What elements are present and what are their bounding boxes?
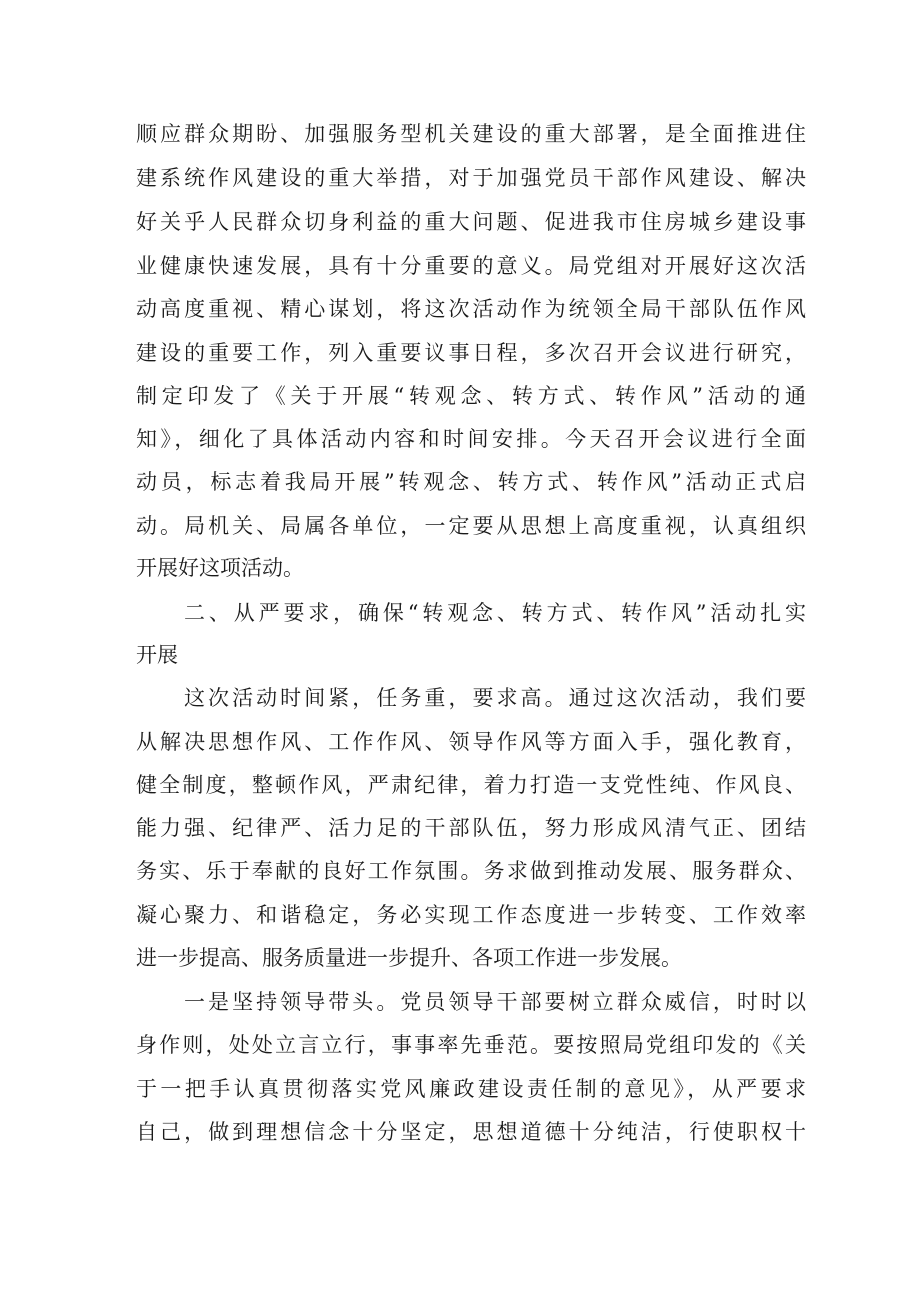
text-line: 开展好这项活动。 <box>136 556 304 580</box>
text-line: 动。局机关、局属各单位，一定要从思想上高度重视，认真组织 <box>136 514 806 538</box>
text-line: 进一步提高、服务质量进一步提升、各项工作进一步发展。 <box>136 946 682 970</box>
text-line: 健全制度，整顿作风，严肃纪律，着力打造一支党性纯、作风良、 <box>136 773 806 797</box>
text-line: 这次活动时间紧，任务重，要求高。通过这次活动，我们要 <box>184 686 806 710</box>
text-line: 好关乎人民群众切身利益的重大问题、促进我市住房城乡建设事 <box>136 210 806 234</box>
text-line: 建系统作风建设的重大举措，对于加强党员干部作风建设、解决 <box>136 166 806 190</box>
text-line: 动高度重视、精心谋划，将这次活动作为统领全局干部队伍作风 <box>136 297 806 321</box>
text-line: 从解决思想作风、工作作风、领导作风等方面入手，强化教育， <box>136 730 806 754</box>
text-line: 顺应群众期盼、加强服务型机关建设的重大部署，是全面推进住 <box>136 122 806 146</box>
text-line: 于一把手认真贯彻落实党风廉政建设责任制的意见》，从严要求 <box>136 1077 806 1101</box>
text-line: 身作则，处处立言立行，事事率先垂范。要按照局党组印发的《关 <box>136 1033 806 1057</box>
text-line: 务实、乐于奉献的良好工作氛围。务求做到推动发展、服务群众、 <box>136 859 806 883</box>
text-line: 一是坚持领导带头。党员领导干部要树立群众威信，时时以 <box>184 990 806 1014</box>
text-line: 凝心聚力、和谐稳定，务必实现工作态度进一步转变、工作效率 <box>136 903 806 927</box>
text-line: 知》，细化了具体活动内容和时间安排。今天召开会议进行全面 <box>136 427 806 451</box>
text-line: 制定印发了《关于开展“转观念、转方式、转作风”活动的通 <box>136 384 806 408</box>
text-line: 业健康快速发展，具有十分重要的意义。局党组对开展好这次活 <box>136 254 806 278</box>
text-line: 自己，做到理想信念十分坚定，思想道德十分纯洁，行使职权十 <box>136 1120 806 1144</box>
section-heading: 开展 <box>136 643 178 667</box>
section-heading: 二、从严要求，确保“转观念、转方式、转作风”活动扎实 <box>184 601 806 625</box>
text-line: 建设的重要工作，列入重要议事日程，多次召开会议进行研究， <box>136 341 806 365</box>
text-line: 能力强、纪律严、活力足的干部队伍，努力形成风清气正、团结 <box>136 816 806 840</box>
text-line: 动员，标志着我局开展”转观念、转方式、转作风”活动正式启 <box>136 470 806 494</box>
